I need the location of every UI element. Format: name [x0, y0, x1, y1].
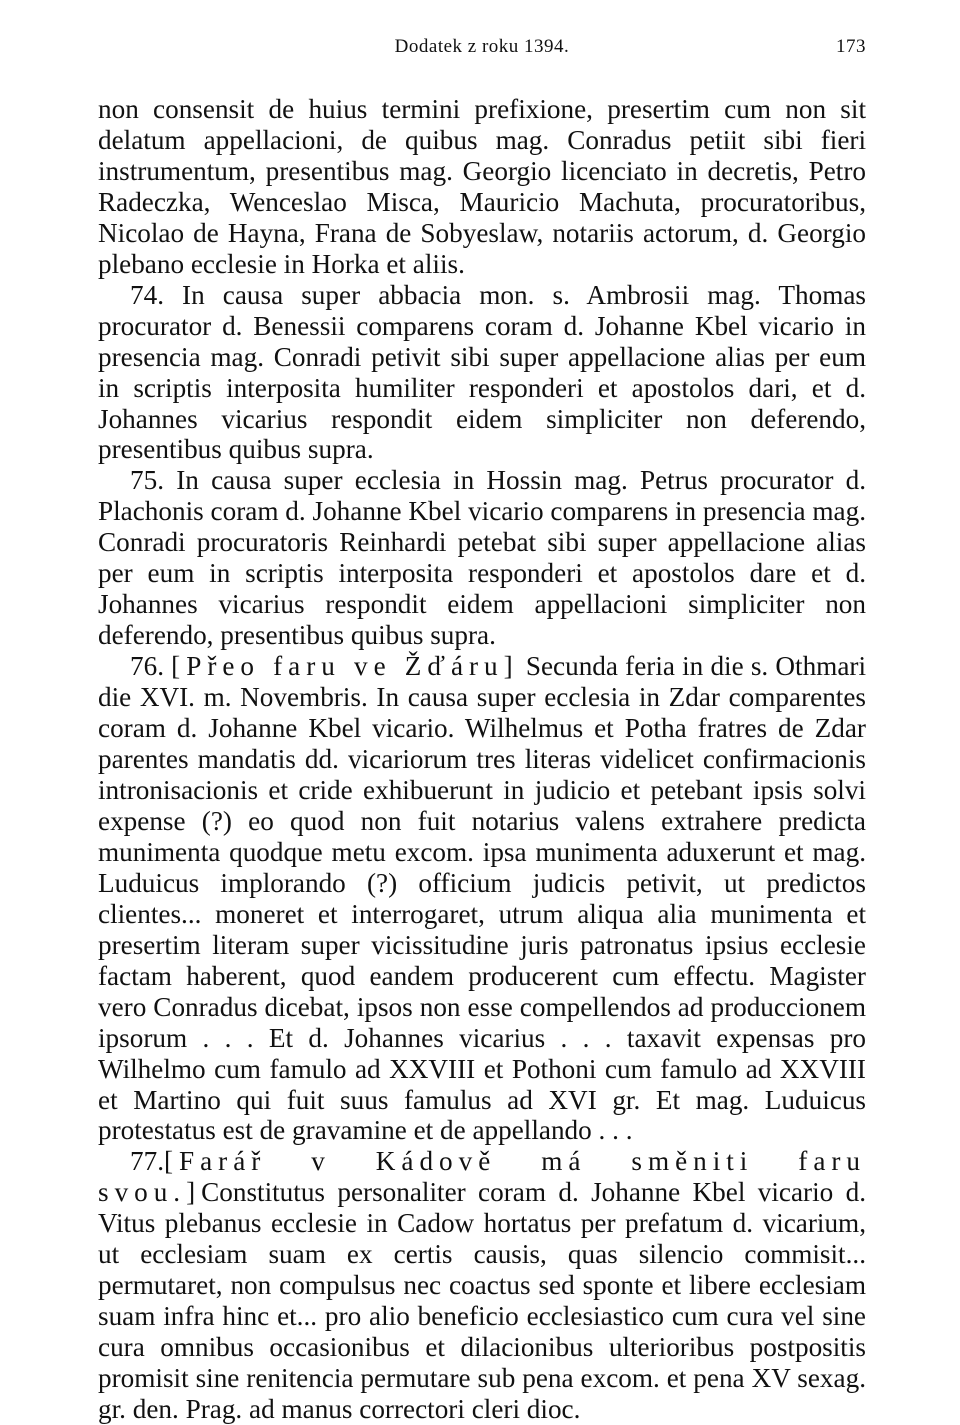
- page-number: 173: [836, 36, 866, 57]
- paragraph-text: Constitutus personaliter coram d. Johanne Kbel vicario d. Vitus plebanus ecclesie in Cadow hortatus per prefatum d. vicarium, ut ecclesiam suam ex certis causis, quas silencio commisit... permutaret, non compulsus nec coactus sed sponte et libere ecclesiam suam infra hinc et... pro alio beneficio ecclesiastico cum cura vel sine cura omnibus occasionibus et dilacionibus ulterioribus postpositis promisit sine renitencia permutare sub pena excom. et pena XV sexag. gr. den. Prag. ad manus correctori cleri dioc.: [98, 1177, 866, 1425]
- paragraph-74: [98, 280, 866, 466]
- paragraph-text: 74. In causa super abbacia mon. s. Ambrosii mag. Thomas procurator d. Benessii comparens coram d. Johanne Kbel vicario in presencia mag. Conradi petivit sibi super appellacione alias per eum in scriptis interposita humiliter responderi et apostolos dari, et d. Johannes vicarius respondit eidem simpliciter non deferendo, presentibus quibus supra.: [98, 279, 866, 465]
- section-heading: [Farář v Kádově má směniti faru svou.]: [98, 1146, 866, 1208]
- paragraph-continuation: [98, 94, 866, 280]
- body-text: [98, 94, 866, 1425]
- paragraph-77: [98, 1146, 866, 1425]
- paragraph-76: [98, 651, 866, 1146]
- page-header: [98, 36, 866, 66]
- paragraph-text: non consensit de huius termini prefixione, presertim cum non sit delatum appellacioni, de quibus mag. Conradus petiit sibi fieri instrumentum, presentibus mag. Georgio licenciato in decretis, Petro Radeczka, Wenceslao Misca, Mauricio Machuta, procuratoribus, Nicolao de Hayna, Frana de Sobyeslaw, notariis actorum, d. Georgio plebano ecclesie in Horka et aliis.: [98, 94, 866, 279]
- paragraph-number: 76.: [130, 651, 164, 682]
- paragraph-number: 77.: [130, 1146, 164, 1177]
- paragraph-text: Secunda feria in die s. Othmari die XVI. m. Novembris. In causa super ecclesia in Zdar comparentes coram d. Johanne Kbel vicario. Wilhelmus et Potha fratres de Zdar parentes mandatis dd. vicariorum tres literas videlicet confirmacionis intronisacionis et cride exhibuerunt in judicio et petebant ipsis solvi expense (?) eo quod non fuit notarius valens extrahere predicta munimenta quodque metu excom. ipsa munimenta aduxerunt et mag. Luduicus implorando (?) officium judicis petivit, ut predictos clientes... moneret et interrogaret, utrum aliqua alia munimenta et presertim literam super vicissitudine juris patronatus ipsius ecclesie factam haberent, quod eandem producerent cum effectu. Magister vero Conradus dicebat, ipsos non esse compellendos ad produccionem ipsorum . . . Et d. Johannes vicarius . . . taxavit expensas pro Wilhelmo cum famulo ad XXVIII et Pothoni cum famulo ad XXVIII et Martino qui fuit suus famulus ad XVI gr. Et mag. Luduicus protestatus est de gravamine et de appellando . . .: [98, 651, 867, 1146]
- paragraph-75: [98, 465, 866, 651]
- section-heading: [Přeo faru ve Žďáru]: [171, 651, 519, 682]
- running-title: Dodatek z roku 1394.: [394, 36, 570, 57]
- paragraph-text: 75. In causa super ecclesia in Hossin mag. Petrus procurator d. Plachonis coram d. Johanne Kbel vicario comparens in presencia mag. Conradi procuratoris Reinhardi petebat sibi super appellacione alias per eum in scriptis interposita responderi et apostolos dare et d. Johannes vicarius respondit eidem appellacioni simpliciter non deferendo, presentibus quibus supra.: [98, 465, 866, 651]
